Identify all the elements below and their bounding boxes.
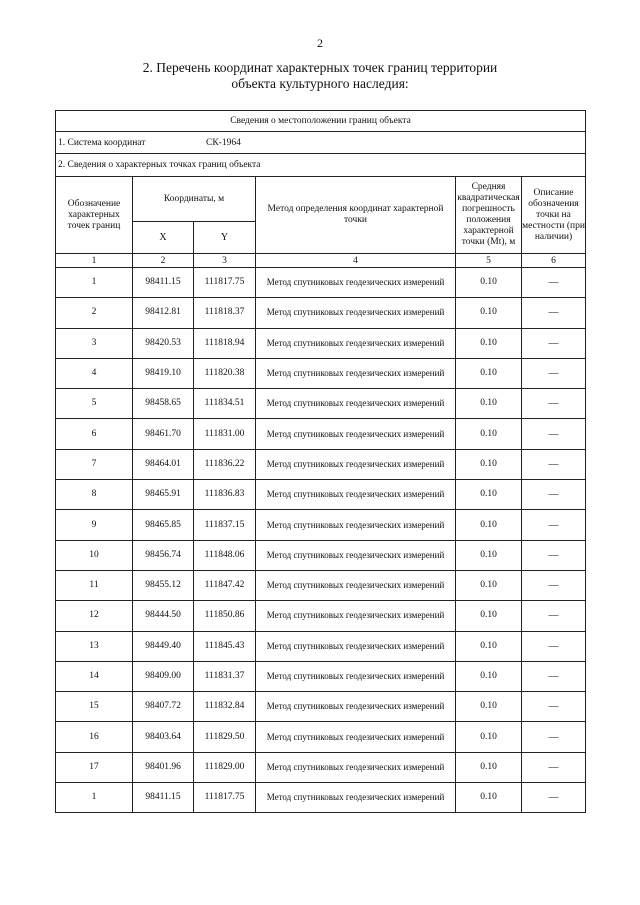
x-cell: 98465.85 (133, 510, 194, 540)
error-cell: 0.10 (456, 752, 522, 782)
point-cell: 15 (56, 692, 133, 722)
point-cell: 5 (56, 389, 133, 419)
point-cell: 16 (56, 722, 133, 752)
error-cell: 0.10 (456, 298, 522, 328)
point-cell: 10 (56, 540, 133, 570)
point-cell: 2 (56, 298, 133, 328)
point-cell: 1 (56, 268, 133, 298)
description-cell: — (522, 328, 586, 358)
method-cell: Метод спутниковых геодезических измерений (256, 752, 456, 782)
method-cell: Метод спутниковых геодезических измерений (256, 601, 456, 631)
header-y: Y (194, 222, 256, 254)
description-cell: — (522, 298, 586, 328)
x-cell: 98419.10 (133, 358, 194, 388)
description-cell: — (522, 449, 586, 479)
description-cell: — (522, 783, 586, 813)
column-numbers-row (56, 254, 586, 268)
y-cell: 111829.50 (194, 722, 256, 752)
y-cell: 111847.42 (194, 570, 256, 600)
x-cell: 98411.15 (133, 783, 194, 813)
column-number: 3 (194, 254, 256, 268)
table-row (56, 783, 586, 813)
description-cell: — (522, 268, 586, 298)
point-cell: 17 (56, 752, 133, 782)
header-description: Описание обозначения точки на местности (при наличии) (522, 177, 586, 254)
table-row (56, 661, 586, 691)
x-cell: 98465.91 (133, 480, 194, 510)
y-cell: 111831.37 (194, 661, 256, 691)
x-cell: 98455.12 (133, 570, 194, 600)
method-cell: Метод спутниковых геодезических измерений (256, 419, 456, 449)
method-cell: Метод спутниковых геодезических измерений (256, 661, 456, 691)
title-line-1: 2. Перечень координат характерных точек границ территории (142, 60, 498, 75)
error-cell: 0.10 (456, 661, 522, 691)
error-cell: 0.10 (456, 480, 522, 510)
header-point-designation: Обозначение характерных точек границ (56, 177, 133, 254)
table-row (56, 419, 586, 449)
method-cell: Метод спутниковых геодезических измерений (256, 783, 456, 813)
x-cell: 98449.40 (133, 631, 194, 661)
table-row (56, 722, 586, 752)
page-number: 2 (317, 36, 323, 50)
method-cell: Метод спутниковых геодезических измерений (256, 510, 456, 540)
point-cell: 8 (56, 480, 133, 510)
method-cell: Метод спутниковых геодезических измерений (256, 722, 456, 752)
method-cell: Метод спутниковых геодезических измерений (256, 268, 456, 298)
point-cell: 4 (56, 358, 133, 388)
method-cell: Метод спутниковых геодезических измерений (256, 328, 456, 358)
table-row (56, 358, 586, 388)
method-cell: Метод спутниковых геодезических измерений (256, 358, 456, 388)
table-row (56, 480, 586, 510)
description-cell: — (522, 480, 586, 510)
point-cell: 11 (56, 570, 133, 600)
description-cell: — (522, 752, 586, 782)
x-cell: 98403.64 (133, 722, 194, 752)
header-coordinates: Координаты, м (133, 177, 256, 222)
error-cell: 0.10 (456, 722, 522, 752)
y-cell: 111818.94 (194, 328, 256, 358)
description-cell: — (522, 661, 586, 691)
point-cell: 12 (56, 601, 133, 631)
method-cell: Метод спутниковых геодезических измерений (256, 449, 456, 479)
coordinates-table (55, 110, 586, 813)
table-row (56, 298, 586, 328)
error-cell: 0.10 (456, 449, 522, 479)
y-cell: 111817.75 (194, 783, 256, 813)
method-cell: Метод спутниковых геодезических измерений (256, 692, 456, 722)
error-cell: 0.10 (456, 692, 522, 722)
description-cell: — (522, 601, 586, 631)
y-cell: 111817.75 (194, 268, 256, 298)
column-number: 2 (133, 254, 194, 268)
point-cell: 14 (56, 661, 133, 691)
x-cell: 98461.70 (133, 419, 194, 449)
description-cell: — (522, 692, 586, 722)
point-cell: 3 (56, 328, 133, 358)
table-row (56, 692, 586, 722)
error-cell: 0.10 (456, 328, 522, 358)
method-cell: Метод спутниковых геодезических измерений (256, 631, 456, 661)
y-cell: 111829.00 (194, 752, 256, 782)
point-cell: 1 (56, 783, 133, 813)
description-cell: — (522, 540, 586, 570)
error-cell: 0.10 (456, 783, 522, 813)
x-cell: 98407.72 (133, 692, 194, 722)
column-number: 4 (256, 254, 456, 268)
table-row (56, 328, 586, 358)
description-cell: — (522, 722, 586, 752)
column-number: 6 (522, 254, 586, 268)
y-cell: 111836.83 (194, 480, 256, 510)
table-row (56, 540, 586, 570)
description-cell: — (522, 419, 586, 449)
method-cell: Метод спутниковых геодезических измерений (256, 540, 456, 570)
title-line-2: объекта культурного наследия: (231, 76, 409, 91)
header-method: Метод определения координат характерной точки (256, 177, 456, 254)
x-cell: 98401.96 (133, 752, 194, 782)
y-cell: 111820.38 (194, 358, 256, 388)
table-row (56, 631, 586, 661)
method-cell: Метод спутниковых геодезических измерений (256, 480, 456, 510)
x-cell: 98412.81 (133, 298, 194, 328)
y-cell: 111850.86 (194, 601, 256, 631)
table-row (56, 268, 586, 298)
error-cell: 0.10 (456, 570, 522, 600)
x-cell: 98409.00 (133, 661, 194, 691)
description-cell: — (522, 510, 586, 540)
error-cell: 0.10 (456, 268, 522, 298)
method-cell: Метод спутниковых геодезических измерений (256, 389, 456, 419)
x-cell: 98411.15 (133, 268, 194, 298)
point-cell: 7 (56, 449, 133, 479)
error-cell: 0.10 (456, 540, 522, 570)
coord-system-label: 1. Система координат (58, 137, 146, 148)
error-cell: 0.10 (456, 358, 522, 388)
header-x: X (133, 222, 194, 254)
error-cell: 0.10 (456, 601, 522, 631)
y-cell: 111834.51 (194, 389, 256, 419)
point-cell: 6 (56, 419, 133, 449)
header-error: Средняя квадратическая погрешность положения характерной точки (Mt), м (456, 177, 522, 254)
document-title (0, 60, 640, 92)
y-cell: 111845.43 (194, 631, 256, 661)
method-cell: Метод спутниковых геодезических измерений (256, 570, 456, 600)
description-cell: — (522, 389, 586, 419)
method-cell: Метод спутниковых геодезических измерений (256, 298, 456, 328)
x-cell: 98458.65 (133, 389, 194, 419)
point-cell: 9 (56, 510, 133, 540)
table-row (56, 601, 586, 631)
points-section-title: 2. Сведения о характерных точках границ объекта (56, 154, 586, 177)
table-row (56, 752, 586, 782)
description-cell: — (522, 570, 586, 600)
x-cell: 98464.01 (133, 449, 194, 479)
error-cell: 0.10 (456, 631, 522, 661)
x-cell: 98444.50 (133, 601, 194, 631)
error-cell: 0.10 (456, 389, 522, 419)
error-cell: 0.10 (456, 510, 522, 540)
y-cell: 111818.37 (194, 298, 256, 328)
description-cell: — (522, 358, 586, 388)
table-row (56, 510, 586, 540)
description-cell: — (522, 631, 586, 661)
column-number: 1 (56, 254, 133, 268)
table-row (56, 389, 586, 419)
column-number: 5 (456, 254, 522, 268)
x-cell: 98456.74 (133, 540, 194, 570)
point-cell: 13 (56, 631, 133, 661)
y-cell: 111848.06 (194, 540, 256, 570)
x-cell: 98420.53 (133, 328, 194, 358)
table-row (56, 449, 586, 479)
table-row (56, 570, 586, 600)
coord-system-row (56, 132, 586, 154)
error-cell: 0.10 (456, 419, 522, 449)
y-cell: 111836.22 (194, 449, 256, 479)
coord-system-value: СК-1964 (206, 137, 241, 148)
y-cell: 111831.00 (194, 419, 256, 449)
y-cell: 111832.84 (194, 692, 256, 722)
y-cell: 111837.15 (194, 510, 256, 540)
section-title: Сведения о местоположении границ объекта (56, 111, 586, 132)
